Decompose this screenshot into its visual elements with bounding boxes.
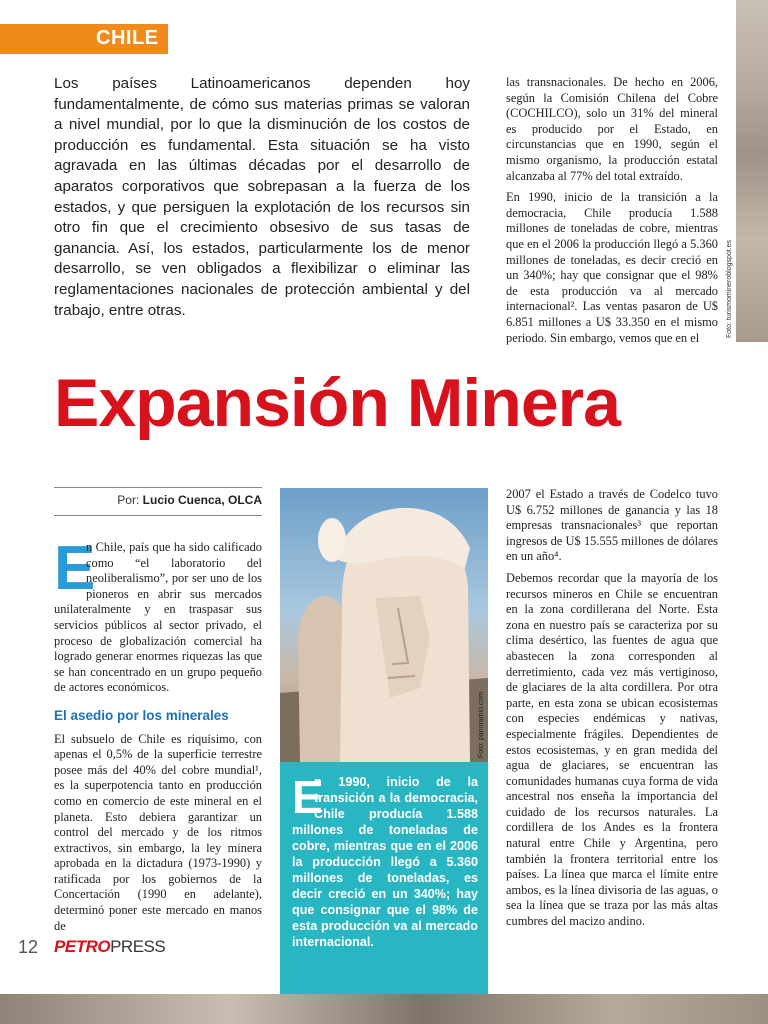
logo-tro: TRO bbox=[75, 937, 111, 956]
statue-photo-credit-text: Foto: panoramio.com bbox=[478, 691, 485, 758]
left-paragraph-1-text: n Chile, país que ha sido calificado como “el laboratorio del neoliberalismo”, por ser uno de los pioneros en abrir sus mercados unilateralmente y en traspasar sus servicios públicos al sector privado, el proceso de globalización comercial ha logrado generar enormes riquezas las que se han concentrado en un grupo pequeño de actores económicos. bbox=[54, 540, 262, 695]
right-paragraph-2: Debemos recordar que la mayoría de los recursos mineros en Chile se encuentran en la zona cordillerana del Norte. Esta zona en nuestro país se caracteriza por su clima desértico, las fuentes de agua que abastecen la zona corresponden al derretimiento, cada vez más vertiginoso, de glaciares de la alta cordillera. Por otra parte, en esta zona se ubican ecosistemas con especies endémicas y nativas, especialmente frágiles. Dependientes de estos ecosistemas, y en gran medida del agua de glaciares, se encuentran las comunidades humanas cuya forma de vida ancestral nos enseña la importancia del cuidado de los recursos naturales. La cordillera de los Andes es la frontera natural entre Chile y Argentina, pero también la frontera territorial entre los países. La línea que marca el límite entre ambos, es la línea divisoria de las aguas, o sea la línea que se traza por las más altas cumbres del macizo andino. bbox=[506, 570, 718, 929]
top-right-paragraph-2: En 1990, inicio de la transición a la democracia, Chile producía 1.588 millones de toneladas de cobre, mientras que en el 2006 la producción llegó a 5.360 millones de toneladas, es decir creció en un 340%; hay que consignar que el 98% de esta producción va al mercado internacional². Las ventas pasaron de U$ 6.851 millones a U$ 33.350 en el mismo periodo. Sin embargo, vemos que en el bbox=[506, 190, 718, 345]
byline-rule-bottom bbox=[54, 515, 262, 516]
byline-author: Lucio Cuenca, OLCA bbox=[142, 493, 262, 507]
headline: Expansión Minera bbox=[54, 365, 620, 441]
logo-p: P bbox=[54, 937, 65, 956]
section-tag bbox=[0, 24, 168, 54]
statue-illustration bbox=[280, 488, 488, 762]
left-paragraph-1 bbox=[54, 534, 262, 696]
statue-photo bbox=[280, 488, 488, 762]
page-number: 12 bbox=[18, 937, 39, 957]
top-right-paragraph-1: las transnacionales. De hecho en 2006, según la Comisión Chilena del Cobre (COCHILCO), solo un 31% del mineral es producido por el Estado, en circunstancias que en 1990, según el mismo organismo, la producción estatal alcanzaba al 77% del total extraído. bbox=[506, 75, 718, 183]
side-photo-credit bbox=[724, 230, 736, 340]
left-column bbox=[54, 534, 262, 940]
callout-body: n 1990, inicio de la transición a la democracia, Chile producía 1.588 millones de toneladas de cobre, mientras que en el 2006 la producción llegó a 5.360 millones de toneladas, es decir creció en un 340%; hay que consignar que el 98% de esta producción va al mercado internacional. bbox=[292, 775, 478, 949]
right-paragraph-1: 2007 el Estado a través de Codelco tuvo U$ 6.752 millones de ganancia y las 18 empresas transnacionales³ que reportan ingresos de U$ 15.555 millones de dólares en un año⁴. bbox=[506, 487, 718, 564]
byline bbox=[54, 493, 262, 507]
drop-cap: E bbox=[54, 534, 96, 603]
statue-photo-credit bbox=[478, 690, 488, 760]
side-photo bbox=[736, 0, 768, 342]
petropress-logo bbox=[54, 937, 165, 957]
logo-e: E bbox=[64, 937, 76, 956]
section-label: CHILE bbox=[96, 27, 159, 49]
byline-rule-top bbox=[54, 487, 262, 488]
top-right-column bbox=[506, 75, 718, 352]
subheading: El asedio por los minerales bbox=[54, 707, 229, 723]
side-photo-credit-text: Foto: turismomineroblogspot.es bbox=[726, 239, 733, 338]
right-column bbox=[506, 487, 718, 936]
bottom-photo-strip bbox=[0, 994, 768, 1024]
byline-prefix: Por: bbox=[117, 493, 140, 507]
intro-paragraph: Los países Latinoamericanos dependen hoy fundamentalmente, de cómo sus materias primas se valoran a nivel mundial, por lo que la disminución de los costos de producción es fundamental. Esta situación se ha visto agravada en las últimas décadas por el desarrollo de aparatos corporativos que sobrepasan a la fuerza de los estados, y que persiguen la explotación de los recursos sin otro fin que el crecimiento obsesivo de sus tasas de ganancia. Así, los estados, particularmente los de menor desarrollo, se ven obligados a flexibilizar o eliminar las reglamentaciones nacionales de protección ambiental y del trabajo, entre otras. bbox=[54, 75, 470, 319]
left-paragraph-2: El subsuelo de Chile es riquísimo, con apenas el 0,5% de la superficie terrestre posee más del 40% del cobre mundial¹, es la superpotencia tanto en producción como en comercio de este mineral en el planeta. Esto debiera garantizar un control del mercado y de los ritmos extractivos, sin embargo, la ley minera aprobada en la dictadura (1973-1990) y ratificada por los gobiernos de la Concertación (1990 en adelante), determinó poner este mercado en manos de bbox=[54, 731, 262, 933]
callout-text bbox=[292, 771, 478, 950]
logo-press: PRESS bbox=[110, 937, 166, 956]
callout-drop-cap: E bbox=[292, 771, 323, 823]
callout-box bbox=[280, 762, 488, 994]
